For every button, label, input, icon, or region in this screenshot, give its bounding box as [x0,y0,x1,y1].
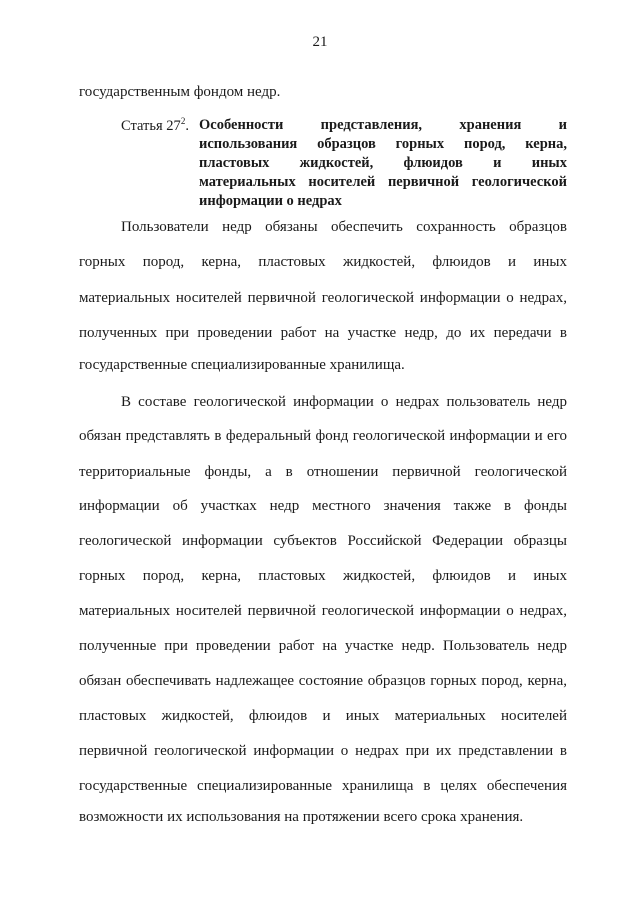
paragraph-2-line: горных пород, керна, пластовых жидкостей, флюидов и иных [79,568,567,584]
article-title-line: использования образцов горных пород, керна, [199,136,567,152]
paragraph-2-line: информации об участках недр местного значения также в фонды [79,498,567,514]
paragraph-2-line: геологической информации субъектов Российской Федерации образцы [79,533,567,549]
paragraph-1-line: горных пород, керна, пластовых жидкостей, флюидов и иных [79,254,567,270]
paragraph-2-line: обязан обеспечивать надлежащее состояние образцов горных пород, керна, [79,673,567,689]
paragraph-2-line: возможности их использования на протяжении всего срока хранения. [79,809,524,825]
paragraph-2-line: пластовых жидкостей, флюидов и иных материальных носителей [79,708,567,724]
article-title-line: информации о недрах [199,193,342,209]
paragraph-2-line: полученные при проведении работ на участке недр. Пользователь недр [79,638,567,654]
article-title [199,116,567,211]
article-label-text: Статья 27 [121,117,181,134]
article-title-line: Особенности представления, хранения и [199,117,567,133]
article-title-line: пластовых жидкостей, флюидов и иных [199,155,567,171]
article-label-superscript: 2 [180,116,186,126]
paragraph-2-line: материальных носителей первичной геологической информации о недрах, [79,603,567,619]
paragraph-1-line: материальных носителей первичной геологической информации о недрах, [79,290,567,306]
paragraph-2-line: обязан представлять в федеральный фонд геологической информации и его [79,428,567,444]
carry-over-line: государственным фондом недр. [79,84,281,100]
article-label [121,116,189,135]
page-number: 21 [312,34,328,50]
paragraph-2-line: территориальные фонды, а в отношении первичной геологической [79,464,567,480]
paragraph-2-line: В составе геологической информации о недрах пользователь недр [121,394,567,410]
paragraph-1-line: полученных при проведении работ на участке недр, до их передачи в [79,325,567,341]
paragraph-2-line: государственные специализированные хранилища в целях обеспечения [79,778,567,794]
paragraph-1-line: государственные специализированные хранилища. [79,357,405,373]
paragraph-1-line: Пользователи недр обязаны обеспечить сохранность образцов [121,219,567,235]
article-label-tail: . [185,117,189,134]
paragraph-2-line: первичной геологической информации о недрах при их представлении в [79,743,567,759]
article-title-line: материальных носителей первичной геологической [199,174,567,190]
